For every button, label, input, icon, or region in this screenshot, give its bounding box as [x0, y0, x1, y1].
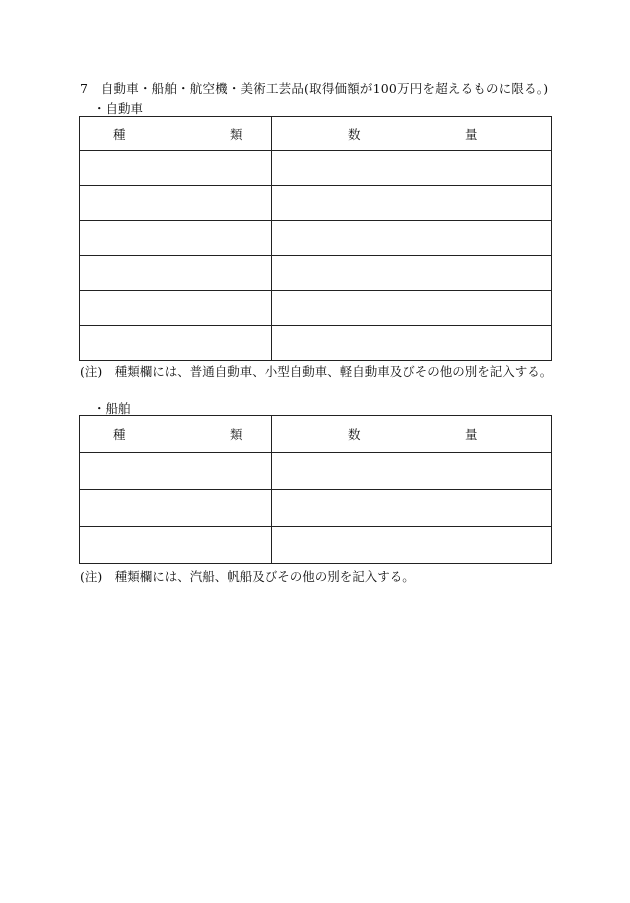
kind-cell[interactable]: [80, 221, 272, 256]
ships-heading: ・船舶: [93, 401, 131, 416]
cars-note: (注) 種類欄には、普通自動車、小型自動車、軽自動車及びその他の別を記入する。: [80, 364, 553, 379]
quantity-header-char-2: 量: [465, 126, 478, 142]
quantity-cell[interactable]: [272, 291, 552, 326]
kind-cell[interactable]: [80, 256, 272, 291]
section-title: 7 自動車・船舶・航空機・美術工芸品(取得価額が100万円を超えるものに限る。): [80, 81, 549, 96]
kind-cell[interactable]: [80, 326, 272, 361]
quantity-cell[interactable]: [272, 453, 552, 490]
table-row: [80, 186, 552, 221]
table-row: [80, 326, 552, 361]
table-row: [80, 256, 552, 291]
kind-cell[interactable]: [80, 453, 272, 490]
kind-cell[interactable]: [80, 291, 272, 326]
table-row: [80, 221, 552, 256]
kind-cell[interactable]: [80, 186, 272, 221]
kind-cell[interactable]: [80, 151, 272, 186]
kind-header-char-2: 類: [230, 126, 243, 142]
quantity-header-char-1: 数: [348, 126, 361, 142]
quantity-header: [272, 117, 552, 151]
cars-heading: ・自動車: [93, 101, 144, 116]
quantity-cell[interactable]: [272, 151, 552, 186]
kind-cell[interactable]: [80, 527, 272, 564]
quantity-header-char-1: 数: [348, 427, 361, 442]
quantity-cell[interactable]: [272, 256, 552, 291]
quantity-cell[interactable]: [272, 326, 552, 361]
kind-header-char-1: 種: [113, 427, 126, 442]
cars-table: [79, 116, 552, 361]
ships-note: (注) 種類欄には、汽船、帆船及びその他の別を記入する。: [80, 569, 415, 584]
quantity-header: [272, 416, 552, 453]
table-row: [80, 527, 552, 564]
kind-header-char-2: 類: [230, 427, 243, 442]
ships-header-row: [80, 416, 552, 453]
table-row: [80, 490, 552, 527]
kind-header-char-1: 種: [113, 126, 126, 142]
quantity-cell[interactable]: [272, 490, 552, 527]
quantity-header-char-2: 量: [465, 427, 478, 442]
kind-cell[interactable]: [80, 490, 272, 527]
kind-header: [80, 117, 272, 151]
quantity-cell[interactable]: [272, 221, 552, 256]
table-row: [80, 151, 552, 186]
cars-header-row: [80, 117, 552, 151]
table-row: [80, 291, 552, 326]
ships-table: [79, 415, 552, 564]
quantity-cell[interactable]: [272, 186, 552, 221]
quantity-cell[interactable]: [272, 527, 552, 564]
kind-header: [80, 416, 272, 453]
table-row: [80, 453, 552, 490]
